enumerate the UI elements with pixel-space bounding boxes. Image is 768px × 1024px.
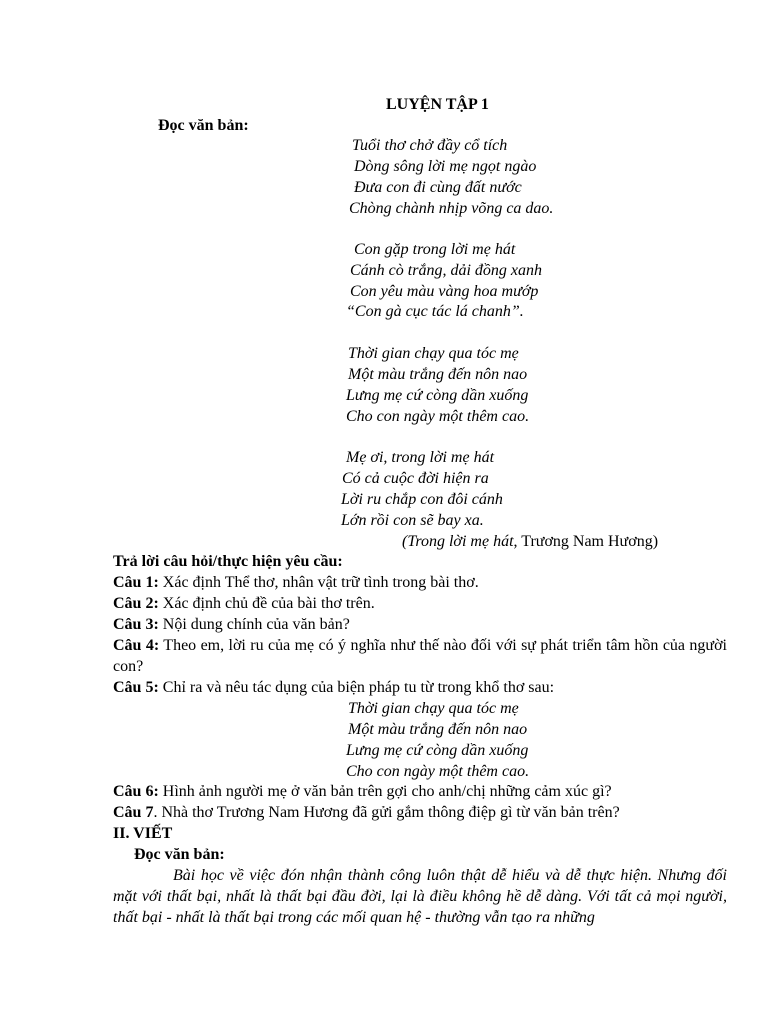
question-label: Câu 5: <box>113 679 159 696</box>
poem-line: Cánh cò trắng, dải đồng xanh <box>350 262 542 279</box>
quote-line: Lưng mẹ cứ còng dần xuống <box>346 742 529 759</box>
poem-line: “Con gà cục tác lá chanh”. <box>346 303 524 320</box>
poem-line: Tuổi thơ chở đầy cổ tích <box>352 137 508 154</box>
poem-line: Chòng chành nhịp võng ca dao. <box>349 200 554 217</box>
read-label-2: Đọc văn bản: <box>134 846 225 863</box>
questions-heading: Trả lời câu hỏi/thực hiện yêu cầu: <box>113 553 343 570</box>
read-label: Đọc văn bản: <box>158 117 249 134</box>
question-1 <box>113 573 479 593</box>
essay-paragraph: Bài học về việc đón nhận thành công luôn thật dễ hiểu và dễ thực hiện. Nhưng đối mặt với thất bại, nhất là thất bại đầu đời, lại là điều không hề dễ dàng. Với tất cả mọi người, thất bại - nhất là thất bại trong các mối quan hệ - thường vẫn tạo ra những <box>113 867 727 926</box>
poem-line: Đưa con đi cùng đất nước <box>354 179 522 196</box>
poem-line: Lời ru chắp con đôi cánh <box>341 491 503 508</box>
poem-line: Con gặp trong lời mẹ hát <box>354 241 516 258</box>
page-title: LUYỆN TẬP 1 <box>386 96 489 113</box>
quote-line: Cho con ngày một thêm cao. <box>346 763 530 780</box>
question-label: Câu 2: <box>113 595 159 612</box>
poem-line: Dòng sông lời mẹ ngọt ngào <box>354 158 537 175</box>
question-5 <box>113 678 554 698</box>
poem-line: Lưng mẹ cứ còng dần xuống <box>346 387 529 404</box>
poem-line: Có cả cuộc đời hiện ra <box>342 470 489 487</box>
question-label: Câu 6: <box>113 783 159 800</box>
poem-line: Mẹ ơi, trong lời mẹ hát <box>346 449 495 466</box>
question-text: Hình ảnh người mẹ ở văn bản trên gợi cho anh/chị những cảm xúc gì? <box>158 783 612 800</box>
poem-line: Lớn rồi con sẽ bay xa. <box>341 512 484 529</box>
question-6 <box>113 782 612 802</box>
question-label: Câu 3: <box>113 616 159 633</box>
question-4 <box>113 635 727 677</box>
question-label: Câu 1: <box>113 574 159 591</box>
question-3 <box>113 615 350 635</box>
poem-line: Thời gian chạy qua tóc mẹ <box>348 345 519 362</box>
poem-line: Cho con ngày một thêm cao. <box>346 408 530 425</box>
question-text: Xác định Thể thơ, nhân vật trữ tình trong bài thơ. <box>158 574 479 591</box>
question-7 <box>113 803 620 823</box>
question-text: Xác định chủ đề của bài thơ trên. <box>158 595 375 612</box>
poem-line: Con yêu màu vàng hoa mướp <box>350 283 539 300</box>
poem-line: Một màu trắng đến nôn nao <box>348 366 528 383</box>
quote-line: Thời gian chạy qua tóc mẹ <box>348 700 519 717</box>
question-text: Nội dung chính của văn bản? <box>158 616 350 633</box>
question-label: Câu 4: <box>113 637 160 654</box>
source-work: Trong lời mẹ hát <box>407 533 514 550</box>
question-label: Câu 7 <box>113 804 154 821</box>
source-open: ( <box>402 533 408 550</box>
question-text: Chỉ ra và nêu tác dụng của biện pháp tu từ trong khổ thơ sau: <box>158 679 555 696</box>
question-text: Theo em, lời ru của mẹ có ý nghĩa như thế nào đối với sự phát triển tâm hồn của người con? <box>113 637 728 675</box>
source-author: , Trương Nam Hương) <box>513 533 659 550</box>
question-text: . Nhà thơ Trương Nam Hương đã gửi gắm thông điệp gì từ văn bản trên? <box>153 804 620 821</box>
quote-line: Một màu trắng đến nôn nao <box>348 721 528 738</box>
poem-source <box>402 532 658 552</box>
question-2 <box>113 594 375 614</box>
section-2-heading: II. VIẾT <box>113 825 173 842</box>
